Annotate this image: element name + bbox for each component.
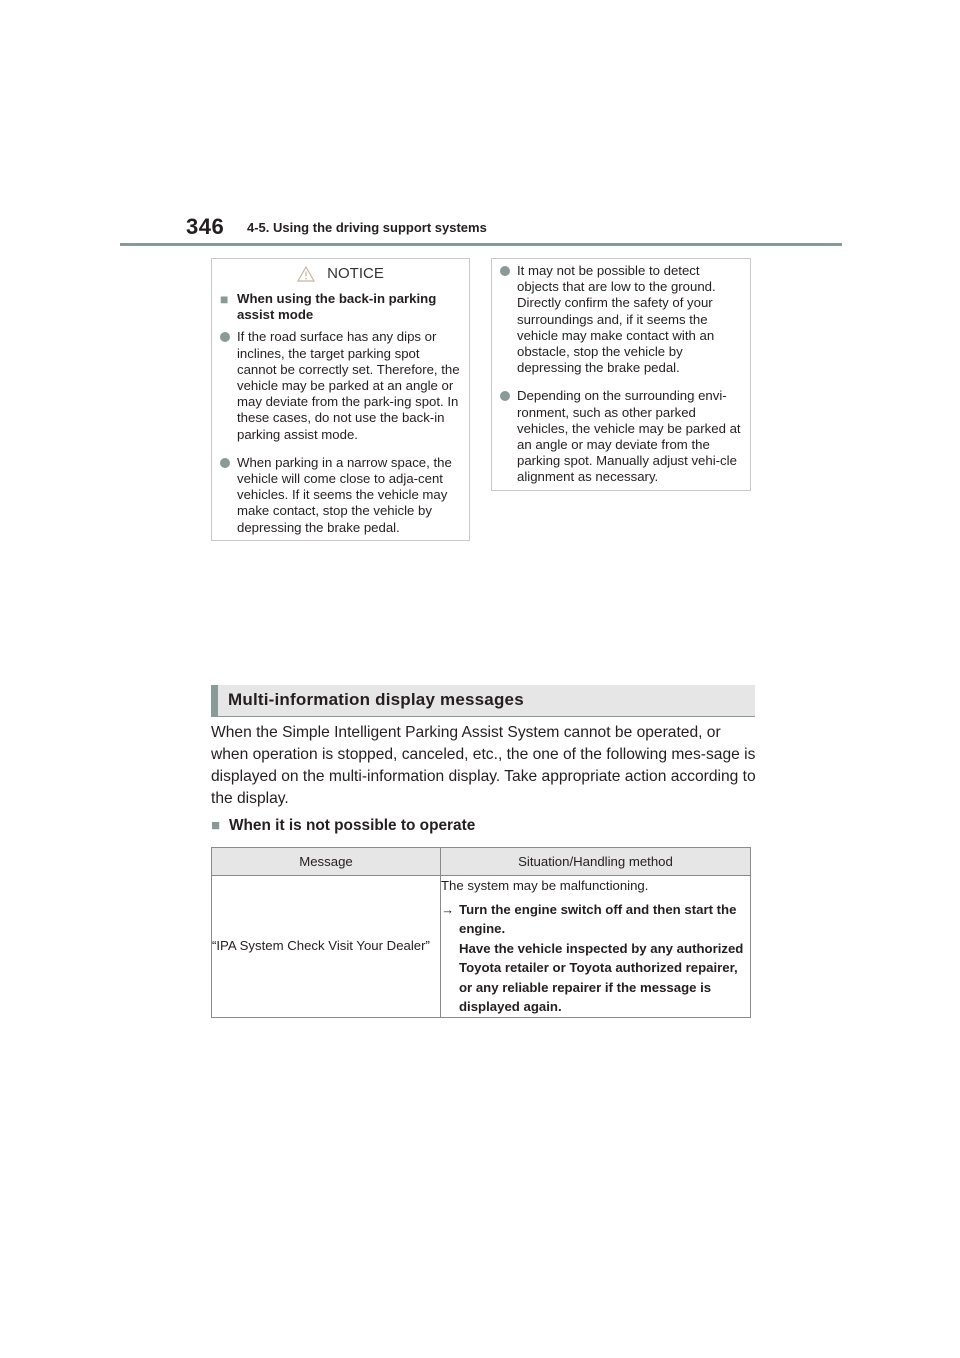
notice-bullet-text: It may not be possible to detect objects that are low to the ground. Directly confirm the safety of your surroundings and, if it seems the vehicle may make contact with an obstacle, stop the vehicle by depressing the brake pedal. xyxy=(517,263,716,376)
notice-bullet xyxy=(220,455,461,536)
action-text xyxy=(459,900,750,1017)
square-bullet-icon: ■ xyxy=(220,291,229,307)
action-text-1: Turn the engine switch off and then start the engine. xyxy=(459,901,737,936)
action-item xyxy=(441,900,750,1017)
page-number: 346 xyxy=(186,214,225,239)
bullet-dot-icon xyxy=(220,458,230,468)
bullet-dot-icon xyxy=(500,266,510,276)
warning-triangle-icon xyxy=(297,266,315,282)
subsection-heading-text: When it is not possible to operate xyxy=(229,817,476,834)
notice-bullet xyxy=(500,388,742,485)
table-header-row xyxy=(212,848,751,876)
message-cell: “IPA System Check Visit Your Dealer” xyxy=(212,876,441,1018)
action-text-2: Have the vehicle inspected by any authorized Toyota retailer or Toyota authorized repairer, or any reliable repairer if the message is displayed again. xyxy=(459,940,744,1014)
intro-paragraph: When the Simple Intelligent Parking Assist System cannot be operated, or when operation is stopped, canceled, etc., the one of the following mes-sage is displayed on the multi-information display. Take appropriate action according to the display. xyxy=(211,724,756,807)
square-bullet-icon: ■ xyxy=(211,817,221,834)
notice-subheading-text: When using the back-in parking assist mode xyxy=(237,291,437,323)
bullet-dot-icon xyxy=(500,391,510,401)
header-rule xyxy=(120,243,842,246)
table-row xyxy=(212,876,751,1018)
message-table xyxy=(211,847,751,1018)
column-header-situation: Situation/Handling method xyxy=(441,848,751,876)
notice-bullet-text: Depending on the surrounding envi-ronment, such as other parked vehicles, the vehicle may be parked at an angle or may deviate from the parking spot. Manually adjust vehi-cle alignment as necessary. xyxy=(517,388,741,485)
notice-box-left xyxy=(211,258,470,541)
page-header xyxy=(0,0,960,250)
notice-subheading xyxy=(220,291,461,323)
arrow-right-icon: → xyxy=(441,901,455,917)
situation-cell xyxy=(441,876,751,1018)
notice-bullet xyxy=(500,263,742,376)
subsection-heading xyxy=(211,817,475,835)
heading-accent xyxy=(211,685,218,717)
situation-text: The system may be malfunctioning. xyxy=(441,878,649,893)
column-header-message: Message xyxy=(212,848,441,876)
notice-box-right xyxy=(491,258,751,491)
notice-bullet-text: If the road surface has any dips or inclines, the target parking spot cannot be correctly set. Therefore, the vehicle may be parked at an angle or may deviate from the park-ing spot. In these cases, do not use the back-in parking assist mode. xyxy=(237,329,460,442)
notice-bullet xyxy=(220,329,461,442)
section-title: 4-5. Using the driving support systems xyxy=(247,220,487,235)
notice-header xyxy=(220,259,461,289)
section-heading-bar xyxy=(211,685,755,717)
notice-title: NOTICE xyxy=(327,264,384,282)
notice-bullet-text: When parking in a narrow space, the vehicle will come close to adja-cent vehicles. If it seems the vehicle may make contact, stop the vehicle by depressing the brake pedal. xyxy=(237,454,452,535)
section-heading: Multi-information display messages xyxy=(228,690,524,709)
bullet-dot-icon xyxy=(220,332,230,342)
